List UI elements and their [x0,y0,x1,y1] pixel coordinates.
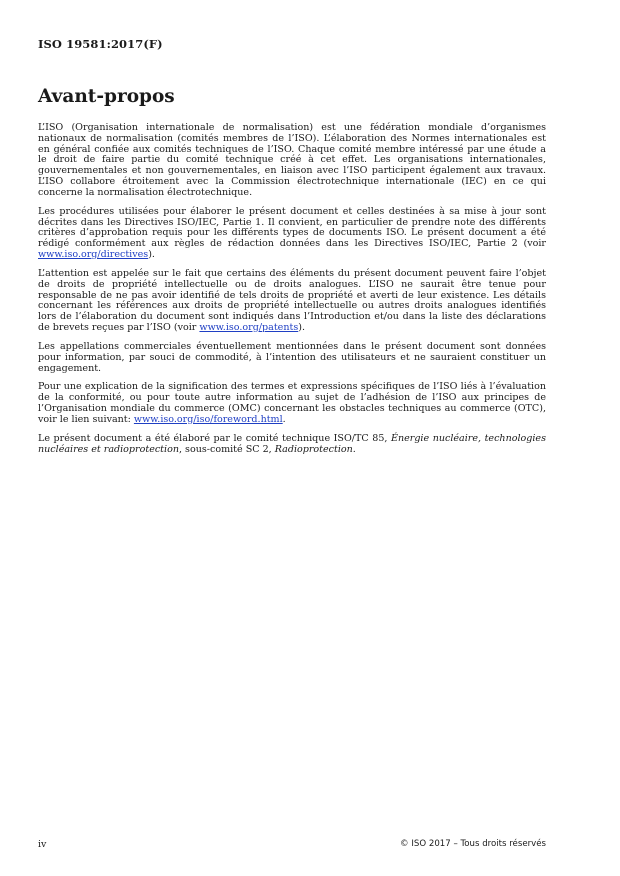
paragraph-conformity-end: . [282,413,286,425]
paragraph-procedures-text: Les procédures utilisées pour élaborer le présent document et celles destinées à sa mise à jour sont décrites dans les Directives ISO/IEC, Partie 1. Il convient, en particulier de prendre note des différents critères d’approbation requis pour les différents types de documents ISO. Le présent document a été rédigé conformément aux règles de rédaction données dans les Directives ISO/IEC, Partie 2 (voir [38,205,546,250]
committee-title: Énergie nucléaire, technologies nucléaires et radioprotection [38,432,546,455]
document-id-header: ISO 19581:2017(F) [38,37,163,51]
foreword-body [38,123,546,464]
paragraph-patents-end: ). [298,321,305,333]
paragraph-trade-names: Les appellations commerciales éventuellement mentionnées dans le présent document sont données pour information, par souci de commodité, à l’intention des utilisateurs et ne sauraient constituer un engagement. [38,340,546,374]
paragraph-procedures-end: ). [148,248,155,260]
copyright-notice: © ISO 2017 – Tous droits réservés [400,839,546,849]
page-number: iv [38,839,47,850]
subcommittee-title: Radioprotection [274,443,353,455]
paragraph-committee-text: Le présent document a été élaboré par le comité technique ISO/TC 85, [38,432,391,444]
patents-link[interactable]: www.iso.org/patents [199,321,299,333]
directives-link[interactable]: www.iso.org/directives [38,248,149,260]
paragraph-patents [38,269,546,334]
paragraph-conformity [38,382,546,425]
foreword-link[interactable]: www.iso.org/iso/foreword.html [133,413,283,425]
paragraph-conformity-text: Pour une explication de la signification des termes et expressions spécifiques de l’ISO liés à l’évaluation de la conformité, ou pour toute autre information au sujet de l’adhésion de l’ISO aux principes de l’Organisation mondiale du commerce (OMC) concernant les obstacles techniques au commerce (OTC), voir le lien suivant: [38,381,546,425]
paragraph-procedures [38,207,546,261]
paragraph-committee [38,434,546,456]
page-title: Avant-propos [38,86,175,107]
paragraph-committee-end: . [352,443,356,455]
paragraph-committee-mid: , sous-comité SC 2, [178,443,275,455]
paragraph-iso-organisation: L’ISO (Organisation internationale de normalisation) est une fédération mondiale d’organismes nationaux de normalisation (comités membres de l’ISO). L’élaboration des Normes internationales est en général confiée aux comités techniques de l’ISO. Chaque comité membre intéressé par une étude a le droit de faire partie du comité technique créé à cet effet. Les organisations internationales, gouvernementales et non gouvernementales, en liaison avec l’ISO participent également aux travaux. L’ISO collabore étroitement avec la Commission électrotechnique internationale (IEC) en ce qui concerne la normalisation électrotechnique. [38,122,546,198]
paragraph-patents-text: L’attention est appelée sur le fait que certains des éléments du présent document peuvent faire l’objet de droits de propriété intellectuelle ou de droits analogues. L’ISO ne saurait être tenue pour responsable de ne pas avoir identifié de tels droits de propriété et averti de leur existence. Les détails concernant les références aux droits de propriété intellectuelle ou autres droits analogues identifiés lors de l’élaboration du document sont indiqués dans l’Introduction et/ou dans la liste des déclarations de brevets reçues par l’ISO (voir [38,267,546,333]
